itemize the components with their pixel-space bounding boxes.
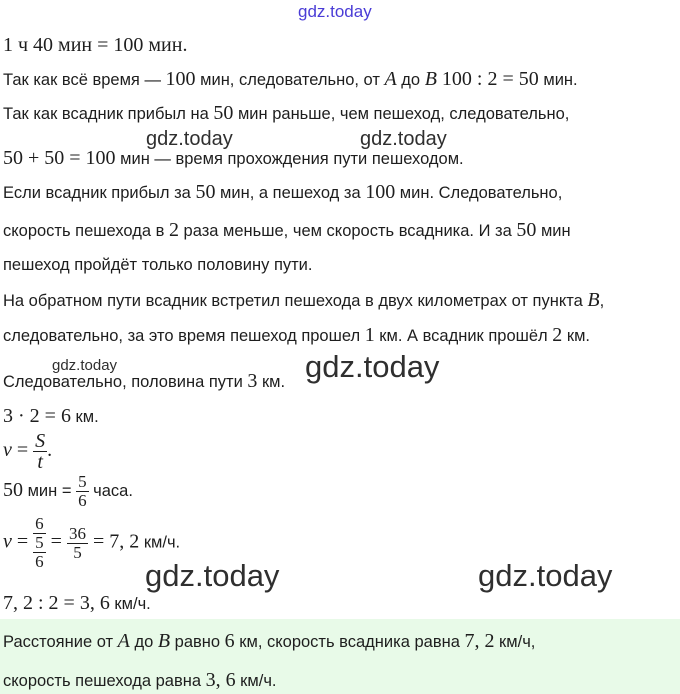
math-var: A <box>384 68 397 90</box>
text: мин. Следовательно, <box>395 184 563 202</box>
math: 2 <box>168 219 179 241</box>
math: 100 <box>365 181 396 203</box>
math: = 7, 2 <box>87 530 140 553</box>
text: мин <box>536 222 571 240</box>
text: км/ч. <box>139 533 181 552</box>
text: скорость пешехода равна <box>3 672 206 690</box>
line-14 <box>3 515 180 571</box>
fraction <box>76 473 89 510</box>
math: 7, 2 : 2 = 3, 6 <box>3 592 110 614</box>
answer-line-1 <box>3 630 535 653</box>
math: 1 <box>364 324 375 346</box>
math-var: v <box>3 438 12 461</box>
watermark: gdz.today <box>305 349 440 384</box>
watermark-top: gdz.today <box>298 2 372 21</box>
math: 100 <box>165 68 196 90</box>
math: . <box>47 438 53 461</box>
fraction <box>67 525 88 562</box>
text: Если всадник прибыл за <box>3 184 196 202</box>
text: км. <box>562 327 591 345</box>
text: Расстояние от <box>3 633 118 651</box>
text: км, скорость всадника равна <box>234 633 465 651</box>
text: км/ч. <box>109 595 151 613</box>
line-10 <box>3 370 285 393</box>
watermark: gdz.today <box>146 128 233 150</box>
text: мин. <box>538 71 578 89</box>
text: км. <box>70 408 99 426</box>
text: мин, следовательно, от <box>195 71 385 89</box>
fraction-denominator: 5 <box>67 543 88 562</box>
text: мин раньше, чем пешеход, следовательно, <box>233 105 570 123</box>
text: до <box>396 71 425 89</box>
line-7 <box>3 256 313 275</box>
text: мин = <box>23 481 77 500</box>
text: Так как всадник прибыл на <box>3 105 214 123</box>
math: 50 <box>195 181 216 203</box>
text: следовательно, за это время пешеход прошел <box>3 327 365 345</box>
watermark: gdz.today <box>360 128 447 150</box>
watermark: gdz.today <box>478 558 613 593</box>
line-15 <box>3 592 151 615</box>
fraction <box>33 431 47 472</box>
line-13 <box>3 473 133 510</box>
fraction-denominator: 6 <box>35 552 44 571</box>
watermark: gdz.today <box>145 558 280 593</box>
text: км. А всадник прошёл <box>374 327 553 345</box>
text: мин — время прохождения пути пешеходом. <box>115 150 464 168</box>
math: 6 <box>224 630 235 652</box>
text: Так как всё время — <box>3 71 166 89</box>
text: , <box>599 292 605 310</box>
text: до <box>129 633 158 651</box>
line-11 <box>3 405 99 428</box>
text: раза меньше, чем скорость всадника. И за <box>178 222 517 240</box>
line-6 <box>3 219 571 242</box>
math: 50 + 50 = 100 <box>3 147 116 169</box>
math: = <box>11 438 34 461</box>
math: 3, 6 <box>205 669 236 691</box>
line-4 <box>3 147 464 170</box>
math-var: v <box>3 530 12 553</box>
text: часа. <box>88 481 133 500</box>
math: 50 <box>516 219 537 241</box>
line-3 <box>3 102 569 125</box>
text: км/ч, <box>494 633 536 651</box>
line-2 <box>3 68 578 91</box>
math-var: A <box>117 630 130 652</box>
fraction-numerator: 5 <box>78 472 87 491</box>
math: 3 <box>247 370 258 392</box>
line-9 <box>3 324 590 347</box>
text: км. <box>257 373 286 391</box>
fraction-numerator: 6 <box>35 514 44 533</box>
watermark: gdz.today <box>52 357 118 374</box>
text: км/ч. <box>235 672 277 690</box>
line-12 <box>3 431 52 472</box>
line-1 <box>3 34 187 57</box>
text: мин, а пешеход за <box>215 184 366 202</box>
math-var: B <box>424 68 437 90</box>
text: равно <box>170 633 225 651</box>
fraction-numerator: 36 <box>68 523 86 543</box>
math: 50 <box>3 478 23 501</box>
fraction-numerator: S <box>35 430 46 452</box>
fraction-denominator: t <box>33 451 47 472</box>
math: 2 <box>552 324 563 346</box>
math: 1 ч 40 мин = 100 мин. <box>3 34 188 56</box>
answer-line-2 <box>3 669 277 692</box>
line-5 <box>3 181 562 204</box>
text: пешеход пройдёт только половину пути. <box>3 256 313 274</box>
math: = <box>11 530 34 553</box>
math: 7, 2 <box>464 630 495 652</box>
math-var: B <box>157 630 171 652</box>
text: Следовательно, половина пути <box>3 373 248 391</box>
math: 100 : 2 = 50 <box>436 68 539 90</box>
math: = <box>45 530 67 553</box>
compound-fraction <box>33 515 46 571</box>
math: 3 · 2 = 6 <box>3 405 71 427</box>
math: 50 <box>213 102 234 124</box>
math-var: B <box>587 289 600 311</box>
line-8 <box>3 289 604 312</box>
fraction-denominator: 6 <box>78 491 87 510</box>
text: На обратном пути всадник встретил пешехода в двух километрах от пункта <box>3 292 588 310</box>
fraction-middle: 5 <box>35 533 44 552</box>
text: скорость пешехода в <box>3 222 169 240</box>
